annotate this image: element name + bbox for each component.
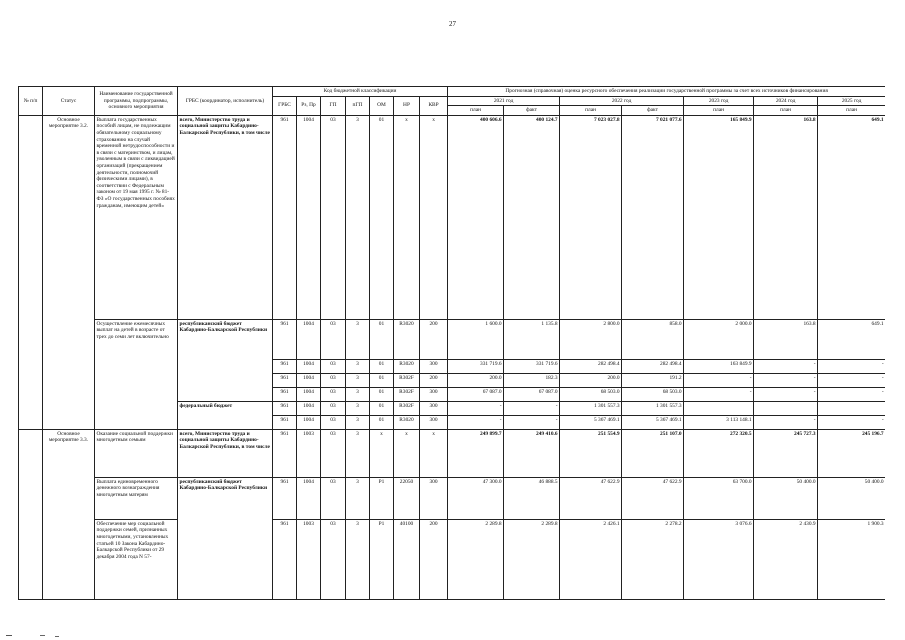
row-name: Обеспечение мер социальной поддержки семей, признанных многодетными, установленных статьей 10 Закона Кабардино-Балкарской Республики от 29 декабря 2004 года N 57- bbox=[95, 519, 178, 599]
header-num: № п/п bbox=[19, 87, 43, 116]
header-year-2023: 2023 год bbox=[684, 96, 754, 106]
code-cell: 03 bbox=[321, 387, 346, 401]
header-code-rzpr: Рз, Пр bbox=[297, 96, 321, 115]
code-cell: 961 bbox=[273, 519, 297, 599]
value-cell: 50 400.0 bbox=[754, 477, 818, 519]
code-cell: 03 bbox=[321, 115, 346, 319]
code-cell: 40100 bbox=[394, 519, 420, 599]
header-status: Статус bbox=[43, 87, 95, 116]
code-cell: 03 bbox=[321, 401, 346, 415]
code-cell: 03 bbox=[321, 519, 346, 599]
code-cell: 1003 bbox=[297, 429, 321, 477]
code-cell: 961 bbox=[273, 115, 297, 319]
code-cell: P1 bbox=[370, 477, 394, 519]
header-sub: план bbox=[448, 106, 504, 116]
table-row bbox=[19, 429, 886, 477]
value-cell: 5 367 469.1 bbox=[560, 415, 622, 429]
value-cell: 68 503.0 bbox=[622, 387, 684, 401]
code-cell: 3 bbox=[346, 401, 370, 415]
code-cell: R302F bbox=[394, 401, 420, 415]
value-cell: 3 076.6 bbox=[684, 519, 754, 599]
header-budget-code: Код бюджетной классификации bbox=[273, 87, 448, 97]
value-cell: 2 289.8 bbox=[448, 519, 504, 599]
code-cell: x bbox=[420, 429, 448, 477]
value-cell: 272 320.5 bbox=[684, 429, 754, 477]
header-sub: факт bbox=[504, 106, 560, 116]
value-cell: - bbox=[504, 401, 560, 415]
header-code-om: ОМ bbox=[370, 96, 394, 115]
code-cell: 3 bbox=[346, 373, 370, 387]
value-cell: 245 196.7 bbox=[818, 429, 885, 477]
scan-artifacts bbox=[0, 630, 905, 640]
code-cell: x bbox=[394, 115, 420, 319]
value-cell: 163.8 bbox=[754, 319, 818, 359]
value-cell: - bbox=[754, 373, 818, 387]
code-cell: 01 bbox=[370, 401, 394, 415]
budget-table bbox=[18, 86, 885, 600]
value-cell: - bbox=[818, 415, 885, 429]
row-name: Выплата государственных пособий лицам, не подлежащим обязательному социальному страхованию на случай временной нетрудоспособности и в связи с материнством, и лицам, уволенным в связи с ликвидацией организаций (прекращением деятельности, полномочий физическими лицами), в соответствии с Федеральным законом от 19 мая 1995 г. № 81-ФЗ «О государственных пособиях гражданам, имеющим детей» bbox=[95, 115, 178, 319]
header-sub: план bbox=[560, 106, 622, 116]
code-cell: R3020 bbox=[394, 359, 420, 373]
value-cell: 5 367 469.1 bbox=[622, 415, 684, 429]
code-cell: 961 bbox=[273, 319, 297, 359]
budget-table-container bbox=[18, 86, 885, 626]
value-cell: 249 410.6 bbox=[504, 429, 560, 477]
header-sub: факт bbox=[622, 106, 684, 116]
value-cell: 245 727.3 bbox=[754, 429, 818, 477]
value-cell: 331 719.6 bbox=[448, 359, 504, 373]
value-cell: 47 622.9 bbox=[622, 477, 684, 519]
value-cell: 7 023 027.8 bbox=[560, 115, 622, 319]
header-year-2022: 2022 год bbox=[560, 96, 684, 106]
code-cell: 01 bbox=[370, 415, 394, 429]
code-cell: 961 bbox=[273, 373, 297, 387]
header-sub: план bbox=[684, 106, 754, 116]
header-code-grbs: ГРБС bbox=[273, 96, 297, 115]
row-grbs: всего, Министерство труда и социальной защиты Кабардино-Балкарской Республики, в том числе bbox=[178, 429, 273, 477]
value-cell: - bbox=[818, 359, 885, 373]
code-cell: 200 bbox=[420, 319, 448, 359]
code-cell: 01 bbox=[370, 319, 394, 359]
value-cell: 251 554.9 bbox=[560, 429, 622, 477]
value-cell: - bbox=[448, 401, 504, 415]
value-cell: 331 719.6 bbox=[504, 359, 560, 373]
value-cell: 400 124.7 bbox=[504, 115, 560, 319]
code-cell: 1004 bbox=[297, 359, 321, 373]
value-cell: 2 289.8 bbox=[504, 519, 560, 599]
code-cell: 03 bbox=[321, 359, 346, 373]
header-code-nr: НР bbox=[394, 96, 420, 115]
code-cell: 1004 bbox=[297, 477, 321, 519]
value-cell: 7 021 077.6 bbox=[622, 115, 684, 319]
header-sub: план bbox=[754, 106, 818, 116]
code-cell: R3020 bbox=[394, 415, 420, 429]
value-cell: 400 606.6 bbox=[448, 115, 504, 319]
scan-mark bbox=[6, 635, 12, 636]
value-cell: 200.0 bbox=[560, 373, 622, 387]
code-cell: 961 bbox=[273, 477, 297, 519]
value-cell: 47 300.0 bbox=[448, 477, 504, 519]
code-cell: 3 bbox=[346, 429, 370, 477]
row-grbs: республиканский бюджет Кабардино-Балкарской Республики bbox=[178, 319, 273, 401]
row-grbs: республиканский бюджет Кабардино-Балкарской Республики bbox=[178, 477, 273, 599]
value-cell: - bbox=[754, 415, 818, 429]
code-cell: 300 bbox=[420, 401, 448, 415]
value-cell: 2 430.9 bbox=[754, 519, 818, 599]
row-num-cell bbox=[19, 115, 43, 429]
code-cell: P1 bbox=[370, 519, 394, 599]
value-cell: 165 849.9 bbox=[684, 115, 754, 319]
code-cell: 01 bbox=[370, 373, 394, 387]
value-cell: - bbox=[504, 415, 560, 429]
value-cell: 251 107.0 bbox=[622, 429, 684, 477]
header-year-2021: 2021 год bbox=[448, 96, 560, 106]
code-cell: 01 bbox=[370, 387, 394, 401]
header-code-gp: ГП bbox=[321, 96, 346, 115]
code-cell: 3 bbox=[346, 359, 370, 373]
value-cell: 200.0 bbox=[448, 373, 504, 387]
value-cell: - bbox=[754, 359, 818, 373]
value-cell: 68 503.0 bbox=[560, 387, 622, 401]
scan-mark bbox=[40, 635, 45, 636]
row-status: Основное мероприятие 3.2. bbox=[43, 115, 95, 429]
value-cell: 2 000.0 bbox=[684, 319, 754, 359]
value-cell: - bbox=[684, 387, 754, 401]
header-year-2024: 2024 год bbox=[754, 96, 818, 106]
value-cell: 50 400.0 bbox=[818, 477, 885, 519]
value-cell bbox=[684, 401, 754, 415]
row-name: Оказание социальной поддержки многодетным семьям bbox=[95, 429, 178, 477]
row-grbs: федеральный бюджет bbox=[178, 401, 273, 429]
code-cell: 3 bbox=[346, 387, 370, 401]
header-grbs: ГРБС (координатор, исполнитель) bbox=[178, 87, 273, 116]
code-cell: 3 bbox=[346, 477, 370, 519]
value-cell: 1 301 557.3 bbox=[622, 401, 684, 415]
code-cell: x bbox=[420, 115, 448, 319]
value-cell: 1 301 557.3 bbox=[560, 401, 622, 415]
code-cell: 200 bbox=[420, 373, 448, 387]
header-sub: план bbox=[818, 106, 885, 116]
code-cell: 03 bbox=[321, 415, 346, 429]
value-cell: - bbox=[448, 415, 504, 429]
value-cell: 1 135.8 bbox=[504, 319, 560, 359]
value-cell: 2 278.2 bbox=[622, 519, 684, 599]
code-cell: 961 bbox=[273, 387, 297, 401]
value-cell: 858.0 bbox=[622, 319, 684, 359]
row-name: Осуществление ежемесячных выплат на детей в возрасте от трех до семи лет включительно bbox=[95, 319, 178, 429]
code-cell: 300 bbox=[420, 359, 448, 373]
value-cell: 1 600.0 bbox=[448, 319, 504, 359]
code-cell: 03 bbox=[321, 373, 346, 387]
value-cell bbox=[754, 401, 818, 415]
row-grbs: всего, Министерство труда и социальной защиты Кабардино-Балкарской Республики, в том числе bbox=[178, 115, 273, 319]
row-name: Выплата единовременного денежного вознаграждения многодетным матерям bbox=[95, 477, 178, 519]
row-num-cell bbox=[19, 429, 43, 599]
table-row bbox=[19, 477, 886, 519]
code-cell: x bbox=[370, 429, 394, 477]
code-cell: 03 bbox=[321, 319, 346, 359]
code-cell: R302F bbox=[394, 387, 420, 401]
code-cell: x bbox=[394, 429, 420, 477]
header-year-2025: 2025 год bbox=[818, 96, 885, 106]
value-cell: 649.1 bbox=[818, 115, 885, 319]
page-number: 27 bbox=[449, 20, 456, 28]
value-cell: 649.1 bbox=[818, 319, 885, 359]
code-cell: 961 bbox=[273, 429, 297, 477]
code-cell: 1004 bbox=[297, 319, 321, 359]
value-cell: 46 888.5 bbox=[504, 477, 560, 519]
code-cell: 300 bbox=[420, 387, 448, 401]
code-cell: 3 bbox=[346, 415, 370, 429]
code-cell: 961 bbox=[273, 415, 297, 429]
code-cell: 03 bbox=[321, 477, 346, 519]
table-row bbox=[19, 319, 886, 359]
code-cell: 1004 bbox=[297, 115, 321, 319]
value-cell: 163.8 bbox=[754, 115, 818, 319]
code-cell: R3020 bbox=[394, 319, 420, 359]
code-cell: 300 bbox=[420, 477, 448, 519]
value-cell: 67 087.0 bbox=[504, 387, 560, 401]
value-cell: - bbox=[684, 373, 754, 387]
header-estimate: Прогнозная (справочная) оценка ресурсного обеспечения реализации государственной программы за счет всех источников финансирования bbox=[448, 87, 885, 97]
code-cell: 01 bbox=[370, 359, 394, 373]
code-cell: 300 bbox=[420, 415, 448, 429]
code-cell: 1004 bbox=[297, 373, 321, 387]
value-cell: 2 426.1 bbox=[560, 519, 622, 599]
code-cell: 1003 bbox=[297, 519, 321, 599]
value-cell bbox=[818, 401, 885, 415]
code-cell: 22050 bbox=[394, 477, 420, 519]
code-cell: 1004 bbox=[297, 415, 321, 429]
header-code-pgp: пГП bbox=[346, 96, 370, 115]
code-cell: 3 bbox=[346, 319, 370, 359]
value-cell: - bbox=[818, 373, 885, 387]
value-cell: 163 849.9 bbox=[684, 359, 754, 373]
scan-mark bbox=[55, 636, 59, 637]
header-name: Наименование государственной программы, подпрограммы, основного мероприятия bbox=[95, 87, 178, 116]
value-cell: 249 899.7 bbox=[448, 429, 504, 477]
code-cell: 03 bbox=[321, 429, 346, 477]
code-cell: 1004 bbox=[297, 401, 321, 415]
value-cell: 191.2 bbox=[622, 373, 684, 387]
value-cell: 3 113 148.1 bbox=[684, 415, 754, 429]
table-row bbox=[19, 519, 886, 599]
value-cell: 1 900.3 bbox=[818, 519, 885, 599]
value-cell: 2 800.0 bbox=[560, 319, 622, 359]
value-cell: - bbox=[754, 387, 818, 401]
value-cell: 67 087.0 bbox=[448, 387, 504, 401]
table-row bbox=[19, 115, 886, 319]
code-cell: R302F bbox=[394, 373, 420, 387]
code-cell: 961 bbox=[273, 401, 297, 415]
value-cell: 63 700.0 bbox=[684, 477, 754, 519]
value-cell: 182.3 bbox=[504, 373, 560, 387]
code-cell: 3 bbox=[346, 115, 370, 319]
value-cell: - bbox=[818, 387, 885, 401]
code-cell: 1004 bbox=[297, 387, 321, 401]
value-cell: 282 498.4 bbox=[560, 359, 622, 373]
code-cell: 3 bbox=[346, 519, 370, 599]
value-cell: 47 622.9 bbox=[560, 477, 622, 519]
code-cell: 01 bbox=[370, 115, 394, 319]
code-cell: 961 bbox=[273, 359, 297, 373]
value-cell: 282 498.4 bbox=[622, 359, 684, 373]
code-cell: 200 bbox=[420, 519, 448, 599]
row-status: Основное мероприятие 3.3. bbox=[43, 429, 95, 599]
header-code-kvr: КВР bbox=[420, 96, 448, 115]
